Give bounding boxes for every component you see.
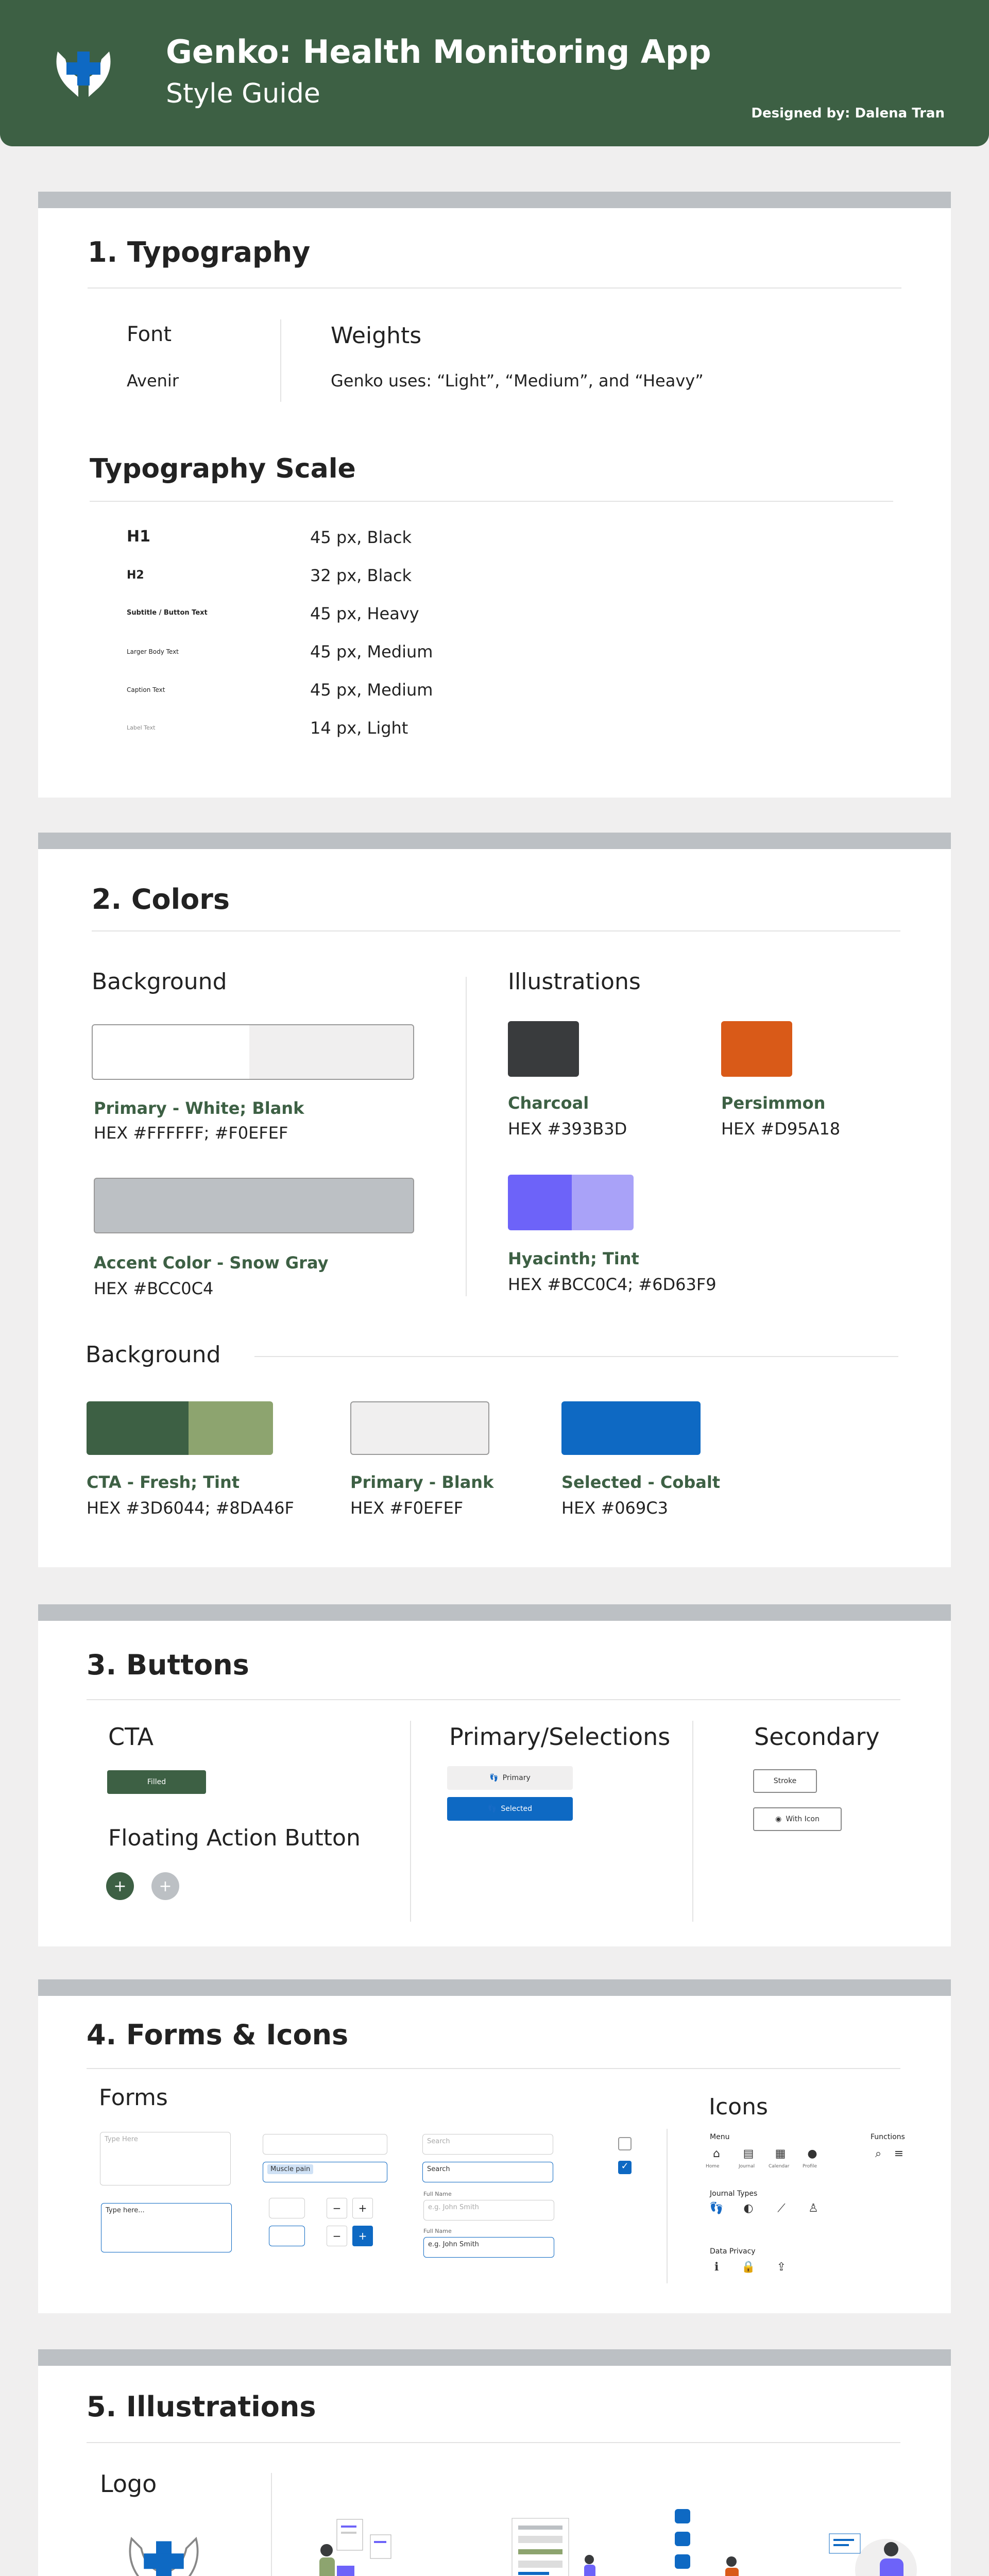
divider-vertical — [280, 319, 281, 402]
logo-label: Logo — [100, 2470, 157, 2498]
checkbox-unchecked[interactable] — [618, 2137, 632, 2150]
forms-icons-section — [38, 1979, 951, 2313]
cta-color-name: CTA - Fresh; Tint — [87, 1472, 240, 1492]
charcoal-name: Charcoal — [508, 1093, 589, 1113]
filled-button[interactable]: Filled — [107, 1770, 206, 1794]
stepper-minus-button[interactable]: − — [327, 2198, 347, 2218]
blank-color-name: Primary - Blank — [350, 1472, 494, 1492]
textarea-focused[interactable]: Type here... — [101, 2203, 232, 2252]
scale-label-spec: 14 px, Light — [310, 718, 408, 738]
search-input-focused[interactable]: Search — [422, 2162, 553, 2182]
section-heading: 3. Buttons — [87, 1649, 249, 1681]
colors-section — [38, 833, 951, 1567]
profile-icon[interactable]: ● — [807, 2147, 817, 2160]
hyacinth-tint-swatch — [572, 1175, 634, 1230]
blank2-swatch — [350, 1401, 489, 1455]
weights-text: Genko uses: “Light”, “Medium”, and “Heavy” — [331, 371, 704, 391]
full-name-label-2: Full Name — [423, 2228, 452, 2234]
primary-color-name: Primary - White; Blank — [94, 1098, 304, 1118]
font-label: Font — [127, 323, 172, 346]
hands-cross-logo-icon — [113, 2519, 214, 2576]
full-name-input-filled[interactable]: e.g. John Smith — [423, 2237, 554, 2258]
stepper-minus-button[interactable]: − — [327, 2226, 347, 2246]
accent-color-name: Accent Color - Snow Gray — [94, 1253, 329, 1273]
persimmon-hex: HEX #D95A18 — [721, 1119, 841, 1139]
persimmon-name: Persimmon — [721, 1093, 826, 1113]
typography-scale-heading: Typography Scale — [90, 453, 356, 484]
checkbox-checked[interactable]: ✓ — [618, 2161, 632, 2174]
background-label: Background — [92, 969, 227, 995]
cobalt-swatch — [561, 1401, 701, 1455]
charcoal-hex: HEX #393B3D — [508, 1119, 627, 1139]
scale-subtitle-name: Subtitle / Button Text — [127, 609, 208, 617]
journal-types-label: Journal Types — [710, 2190, 758, 2198]
data-privacy-label: Data Privacy — [710, 2247, 756, 2256]
menu-item-home: Home — [706, 2164, 720, 2169]
selected-button-label: Selected — [501, 1805, 533, 1813]
tag-input[interactable] — [263, 2162, 387, 2182]
scale-label-name: Label Text — [127, 724, 156, 731]
with-icon-label: With Icon — [786, 1815, 820, 1823]
divider-vertical — [692, 1721, 693, 1922]
hands-cross-logo-icon — [47, 36, 120, 102]
cobalt-hex: HEX #069C3 — [561, 1498, 668, 1518]
check-circle-icon: ◉ — [775, 1815, 782, 1823]
scale-h1-spec: 45 px, Black — [310, 528, 412, 547]
divider — [87, 2442, 900, 2443]
selected-button[interactable] — [447, 1797, 573, 1821]
primary-button-label: Primary — [502, 1774, 531, 1782]
scale-body-name: Larger Body Text — [127, 648, 179, 655]
designer-credit: Designed by: Dalena Tran — [751, 106, 945, 121]
typography-section — [38, 192, 951, 798]
illustrations-section — [38, 2349, 951, 2576]
lock-icon[interactable]: 🔒 — [741, 2261, 756, 2274]
full-name-input[interactable]: e.g. John Smith — [423, 2200, 554, 2221]
tag-input-empty[interactable] — [263, 2134, 387, 2155]
scale-h2-name: H2 — [127, 569, 144, 582]
charcoal-swatch — [508, 1021, 579, 1077]
stroke-button[interactable]: Stroke — [753, 1769, 817, 1793]
muscle-pain-tag[interactable]: Muscle pain — [267, 2164, 313, 2174]
section-top-bar — [38, 833, 951, 849]
menu-item-profile: Profile — [803, 2164, 817, 2169]
primary-selections-label: Primary/Selections — [449, 1723, 671, 1751]
hyacinth-name: Hyacinth; Tint — [508, 1249, 639, 1268]
primary-button[interactable] — [447, 1766, 573, 1790]
divider — [254, 1356, 898, 1357]
cobalt-name: Selected - Cobalt — [561, 1472, 721, 1492]
fab-label: Floating Action Button — [108, 1825, 361, 1851]
section-heading: 5. Illustrations — [87, 2391, 316, 2423]
app-title: Genko: Health Monitoring App — [166, 33, 711, 71]
divider — [92, 930, 900, 931]
section-top-bar — [38, 192, 951, 208]
stepper-plus-button[interactable]: + — [352, 2198, 373, 2218]
fab-plus-button[interactable]: + — [106, 1872, 134, 1900]
scale-subtitle-spec: 45 px, Heavy — [310, 604, 419, 623]
stepper-value-focused[interactable] — [269, 2226, 305, 2246]
calendar-icon[interactable]: ▦ — [775, 2147, 786, 2160]
icons-label: Icons — [709, 2094, 768, 2120]
divider-vertical — [271, 2473, 272, 2576]
tint-swatch — [189, 1401, 273, 1455]
weights-label: Weights — [331, 323, 422, 349]
person-search-illustration — [814, 2513, 932, 2576]
menu-label: Menu — [710, 2133, 730, 2141]
font-name: Avenir — [127, 371, 179, 391]
blank-color-hex: HEX #F0EFEF — [350, 1498, 464, 1518]
section-top-bar — [38, 2349, 951, 2366]
doctor-clipboard-illustration — [306, 2514, 404, 2576]
divider — [87, 2068, 900, 2069]
search-input[interactable]: Search — [422, 2134, 553, 2155]
full-name-label: Full Name — [423, 2191, 452, 2197]
stepper-plus-active-button[interactable]: + — [352, 2226, 373, 2246]
person-icon[interactable]: ♙ — [808, 2202, 819, 2215]
functions-label: Functions — [871, 2133, 905, 2141]
illustrations-label: Illustrations — [508, 969, 641, 995]
menu-icon[interactable]: ≡ — [894, 2147, 904, 2160]
persimmon-swatch — [721, 1021, 792, 1077]
buttons-section — [38, 1604, 951, 1946]
stepper-value[interactable] — [269, 2198, 305, 2218]
woman-icons-illustration — [670, 2505, 773, 2576]
section-top-bar — [38, 1604, 951, 1621]
hyacinth-hex: HEX #BCC0C4; #6D63F9 — [508, 1275, 717, 1294]
fab-plus-disabled-button[interactable]: + — [151, 1872, 179, 1900]
scale-h1-name: H1 — [127, 528, 150, 546]
header-banner — [0, 0, 989, 146]
divider-vertical — [667, 2129, 668, 2283]
section-heading: 1. Typography — [88, 236, 311, 268]
section-heading: 2. Colors — [92, 883, 230, 916]
divider-vertical — [410, 1721, 411, 1922]
syringe-icon[interactable]: ⟋ — [777, 2202, 786, 2215]
share-icon[interactable]: ⇪ — [776, 2261, 787, 2274]
primary-color-hex: HEX #FFFFFF; #F0EFEF — [94, 1123, 288, 1143]
home-icon[interactable]: ⌂ — [713, 2147, 720, 2160]
person-dashboard-illustration — [502, 2513, 610, 2576]
divider — [90, 501, 893, 502]
pill-icon[interactable]: ◐ — [743, 2202, 754, 2215]
section-top-bar — [38, 1979, 951, 1996]
hyacinth-swatch — [508, 1175, 572, 1230]
footprints-icon: 👣 — [489, 1774, 499, 1782]
fresh-swatch — [87, 1401, 189, 1455]
forms-label: Forms — [99, 2084, 168, 2111]
menu-item-calendar: Calendar — [769, 2164, 790, 2169]
menu-item-journal: Journal — [739, 2164, 755, 2169]
footprints-icon[interactable]: 👣 — [709, 2202, 724, 2215]
journal-icon[interactable]: ▤ — [743, 2147, 754, 2160]
search-icon[interactable]: ⌕ — [875, 2147, 882, 2160]
snow-gray-swatch — [94, 1178, 414, 1233]
accent-color-hex: HEX #BCC0C4 — [94, 1279, 214, 1298]
divider — [87, 1699, 900, 1700]
background2-label: Background — [86, 1342, 221, 1368]
footprints-icon: 👣 — [487, 1805, 497, 1813]
scale-caption-name: Caption Text — [127, 686, 165, 693]
textarea-empty[interactable]: Type Here — [100, 2132, 231, 2185]
scale-h2-spec: 32 px, Black — [310, 566, 412, 585]
cta-color-hex: HEX #3D6044; #8DA46F — [87, 1498, 294, 1518]
cta-label: CTA — [108, 1723, 154, 1751]
divider — [88, 287, 901, 289]
scale-caption-spec: 45 px, Medium — [310, 680, 433, 700]
blank-swatch — [249, 1024, 414, 1080]
scale-body-spec: 45 px, Medium — [310, 642, 433, 662]
info-icon[interactable]: ℹ — [714, 2261, 719, 2274]
app-subtitle: Style Guide — [166, 78, 320, 109]
with-icon-button[interactable] — [753, 1807, 842, 1831]
white-swatch — [92, 1024, 251, 1080]
secondary-label: Secondary — [754, 1723, 880, 1751]
section-heading: 4. Forms & Icons — [87, 2019, 349, 2051]
divider-vertical — [466, 977, 467, 1296]
